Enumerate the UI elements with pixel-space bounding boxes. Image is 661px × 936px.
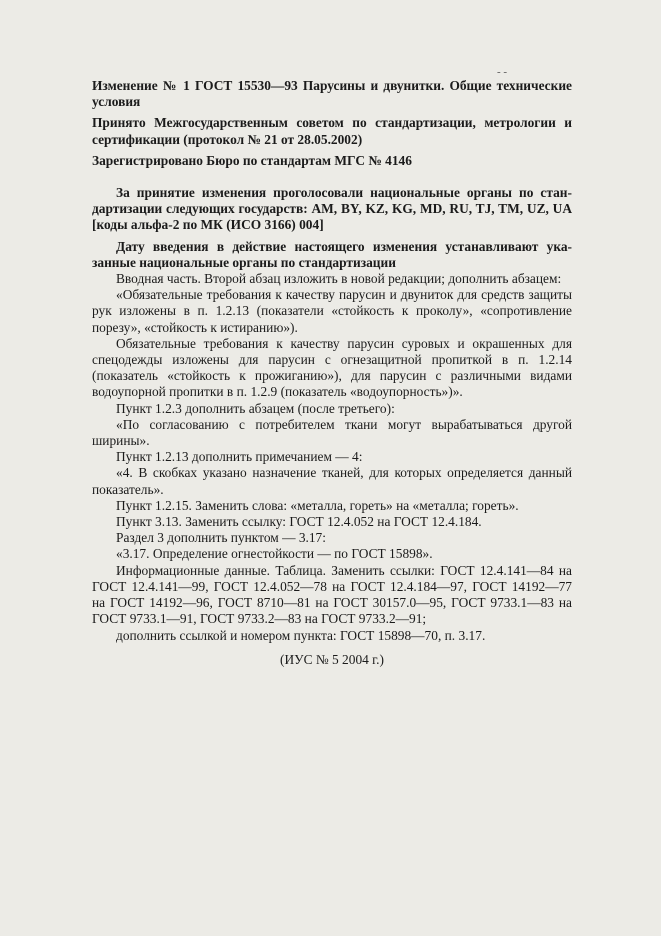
paragraph-1-2-15: Пункт 1.2.15. Заменить слова: «металла, гореть» на «металла; гореть». [116,497,519,513]
paragraph-1-2-3: Пункт 1.2.3 дополнить абзацем (после третьего): [116,400,395,416]
paragraph-1-2-3-quote: «По согласованию с потребителем ткани могут вырабатываться другой ширины». [92,416,572,449]
paragraph-requirements-clothing: Обязательные требования к качеству парусин суровых и окрашенных для спецодежды изложены для парусин с огнезащитной пропиткой в п. 1.2.14 (показатель «стойкость к прожиганию»), для парусин с различными видами водоупорной пропитки в п. 1.2.9 (показатель «водоупорность»)». [92,335,572,400]
registered-by: Зарегистрировано Бюро по стандартам МГС № 4146 [92,152,412,168]
effective-date-note: Дату введения в действие настоящего изменения устанавливают указанные национальные органы по стандартизации [92,238,572,270]
voting-states: За принятие изменения проголосовали национальные органы по стандартизации следующих государств: AM, BY, KZ, KG, MD, RU, TJ, TM, UZ, UA [коды альфа-2 по МК (ИСО 3166) 004] [92,185,572,233]
paragraph-requirements-hands: «Обязательные требования к качеству парусин и двуниток для средств защиты рук изложены в п. 1.2.13 (показатели «стойкость к проколу», «сопротивление порезу», «стойкость к истиранию»). [92,287,572,335]
paragraph-info-data: Информационные данные. Таблица. Заменить ссылки: ГОСТ 12.4.141—84 на ГОСТ 12.4.141—99, ГОСТ 12.4.052—78 на ГОСТ 12.4.184—97, ГОСТ 14192—77 на ГОСТ 14192—96, ГОСТ 8710—81 на ГОСТ 30157.0—95, ГОСТ 9733.1—83 на ГОСТ 9733.1—91, ГОСТ 9733.2—83 на ГОСТ 9733.2—91; [92,562,572,627]
document-body [92,78,572,668]
paragraph-add-reference: дополнить ссылкой и номером пункта: ГОСТ 15898—70, п. 3.17. [116,627,486,643]
paragraph-intro: Вводная часть. Второй абзац изложить в новой редакции; дополнить абзацем: [116,271,562,287]
ius-reference: (ИУС № 5 2004 г.) [280,651,384,667]
paragraph-3-13: Пункт 3.13. Заменить ссылку: ГОСТ 12.4.052 на ГОСТ 12.4.184. [116,514,482,530]
amendment-title: Изменение № 1 ГОСТ 15530—93 Парусины и двунитки. Общие технические условия [92,78,572,110]
paragraph-1-2-13: Пункт 1.2.13 дополнить примечанием — 4: [116,449,363,465]
paragraph-3-17: «3.17. Определение огнестойкости — по ГОСТ 15898». [116,546,433,562]
paragraph-section-3: Раздел 3 дополнить пунктом — 3.17: [116,530,326,546]
corner-mark: - - [497,66,508,78]
adopted-by: Принято Межгосударственным советом по стандартизации, метрологии и сертификации (протокол № 21 от 28.05.2002) [92,115,572,147]
paragraph-1-2-13-note: «4. В скобках указано назначение тканей, для которых определяется данный показатель». [92,465,572,497]
